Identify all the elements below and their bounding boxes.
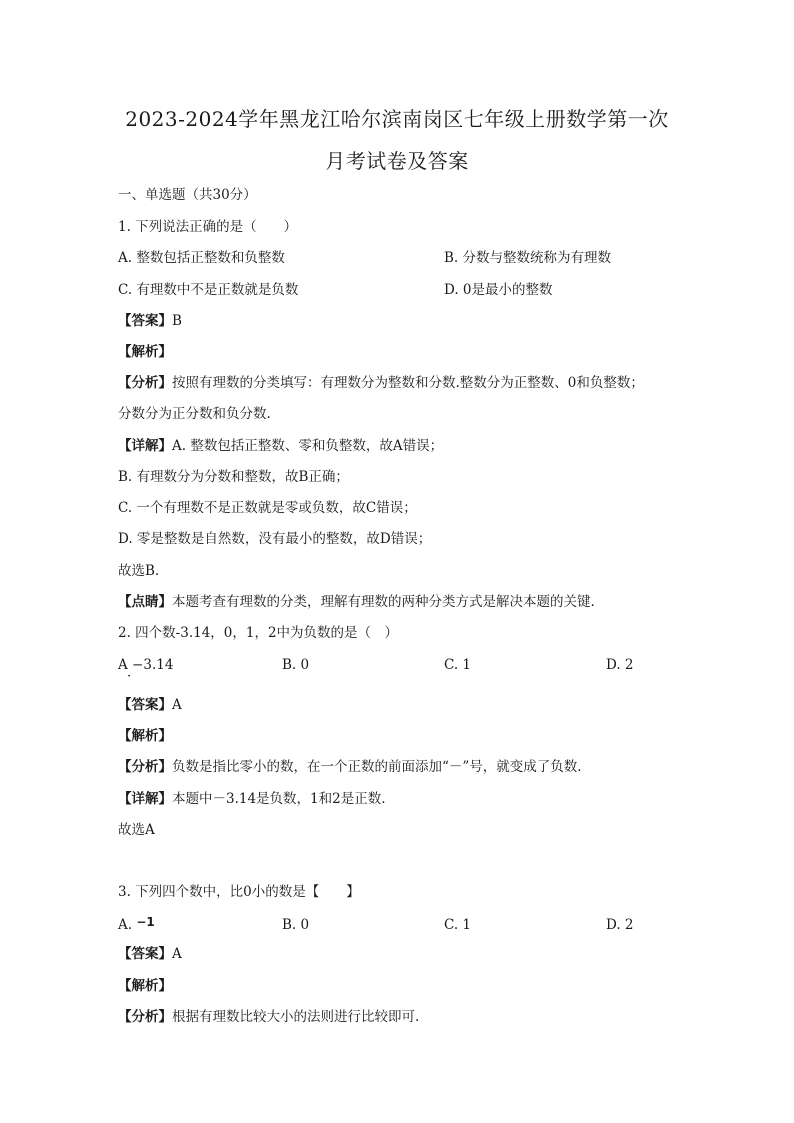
- q1-dianjing: [118, 593, 595, 611]
- q1-fenxi-line-1: [118, 374, 644, 392]
- q2-option-b: B. 0: [282, 657, 310, 673]
- q3-jiexi-heading: 【解析】: [118, 978, 172, 994]
- q3-option-a-label: A.: [118, 917, 133, 933]
- q1-option-b: B. 分数与整数统称为有理数: [444, 250, 612, 266]
- q3-answer-value: A: [172, 946, 182, 962]
- q2-fenxi-text: 负数是指比零小的数，在一个正数的前面添加“－”号，就变成了负数.: [172, 759, 582, 775]
- q1-xiangjie-line-2: B. 有理数分为分数和整数，故B正确；: [118, 469, 349, 485]
- q2-answer-value: A: [172, 697, 182, 713]
- q1-xiangjie-line-4: D. 零是整数是自然数，没有最小的整数，故D错误；: [118, 531, 432, 547]
- q1-fenxi-line-2: 分数分为正分数和负分数.: [118, 406, 271, 422]
- q2-option-c: C. 1: [444, 657, 472, 673]
- document-title-line-1: 2023-2024学年黑龙江哈尔滨南岗区七年级上册数学第一次: [125, 107, 669, 131]
- q3-fenxi-tag: 【分析】: [118, 1009, 172, 1025]
- q1-stem: 1. 下列说法正确的是（ ）: [118, 219, 298, 235]
- q2-fenxi-tag: 【分析】: [118, 759, 172, 775]
- q1-answer-value: B: [172, 313, 182, 329]
- q2-xiangjie: [118, 790, 386, 808]
- q1-xiangjie-text: A. 整数包括正整数、零和负整数，故A错误；: [172, 438, 444, 454]
- q2-answer-tag: 【答案】: [118, 697, 172, 713]
- q3-option-d: D. 2: [606, 917, 634, 933]
- q1-option-a: A. 整数包括正整数和负整数: [118, 250, 285, 266]
- q3-option-b: B. 0: [282, 917, 310, 933]
- q1-dianjing-tag: 【点睛】: [118, 594, 172, 610]
- q1-jiexi-heading: 【解析】: [118, 344, 172, 360]
- q2-choose: 故选A: [118, 822, 155, 838]
- q3-fenxi: [118, 1008, 419, 1026]
- q1-fenxi-text: 按照有理数的分类填写：有理数分为整数和分数.整数分为正整数、0和负整数；: [172, 375, 644, 391]
- q3-answer: [118, 945, 182, 963]
- q3-option-a-value: −1: [136, 915, 155, 929]
- q1-option-c: C. 有理数中不是正数就是负数: [118, 282, 299, 298]
- q3-answer-tag: 【答案】: [118, 946, 172, 962]
- q2-option-d: D. 2: [606, 657, 634, 673]
- q2-option-a: A −3.14: [118, 657, 174, 673]
- q2-jiexi-heading: 【解析】: [118, 728, 172, 744]
- q1-xiangjie-tag: 【详解】: [118, 438, 172, 454]
- q3-option-a: [118, 916, 155, 934]
- q3-option-c: C. 1: [444, 917, 472, 933]
- q1-dianjing-text: 本题考查有理数的分类，理解有理数的两种分类方式是解决本题的关键.: [172, 594, 595, 610]
- q1-answer-tag: 【答案】: [118, 313, 172, 329]
- q2-answer: [118, 696, 182, 714]
- section-heading: 一、单选题（共30分）: [118, 187, 257, 203]
- q1-choose: 故选B.: [118, 563, 160, 579]
- q2-xiangjie-text: 本题中－3.14是负数，1和2是正数.: [172, 791, 386, 807]
- q1-xiangjie-line-1: [118, 437, 443, 455]
- q2-xiangjie-tag: 【详解】: [118, 791, 172, 807]
- q2-stem: 2. 四个数-3.14，0，1，2中为负数的是（ ）: [118, 625, 399, 641]
- q2-fenxi: [118, 758, 582, 776]
- q2-option-a-dot: ·: [127, 669, 132, 684]
- q1-answer: [118, 312, 182, 330]
- q1-fenxi-tag: 【分析】: [118, 375, 172, 391]
- q1-xiangjie-line-3: C. 一个有理数不是正数就是零或负数，故C错误；: [118, 500, 417, 516]
- q1-option-d: D. 0是最小的整数: [444, 282, 553, 298]
- document-title-line-2: 月考试卷及答案: [325, 149, 469, 173]
- q3-fenxi-text: 根据有理数比较大小的法则进行比较即可.: [172, 1009, 420, 1025]
- q3-stem: 3. 下列四个数中，比0小的数是【 】: [118, 884, 360, 900]
